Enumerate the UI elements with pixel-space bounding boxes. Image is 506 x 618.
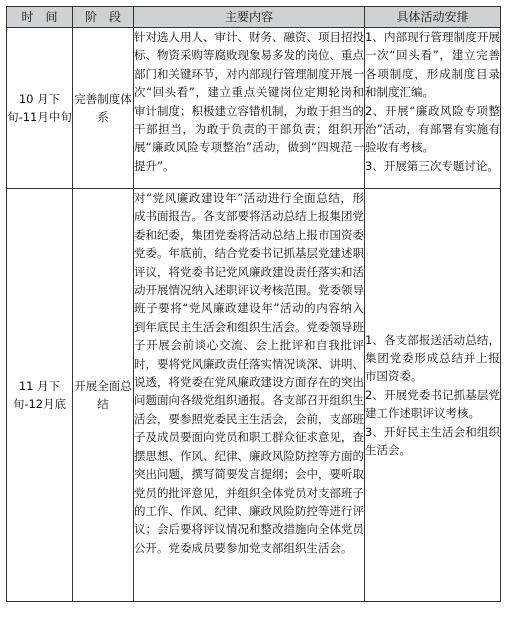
table-row: [7, 189, 501, 602]
activity-item: 2、开展党委书记抓基层党建工作述职评议考核。: [365, 387, 500, 421]
activity-item: 3、开展第三次专题讨论。: [365, 158, 499, 173]
activity-item: 2、开展“廉政风险专项整治”活动，有部署有实施有验收有考核。: [365, 103, 500, 155]
row-time: 10 月下旬-11月中旬: [7, 28, 73, 189]
header-content: 主要内容: [134, 7, 365, 28]
row-time: 11 月下旬-12月底: [7, 189, 73, 602]
row-content: 针对选人用人、审计、财务、融资、项目招投标、物资采购等腐败现象易多发的岗位、重点部门和关键环节，对内部现行管理制度开展一次“回头看”，建立重点关键岗位定期轮岗和审计制度；积极建立容错机制，为敢于担当的干部担当，为敢于负责的干部负责；组织开展“廉政风险专项整治”活动，做到“四规范一提升”。: [134, 28, 365, 189]
header-stage: 阶 段: [73, 7, 134, 28]
schedule-table: [6, 6, 501, 602]
row-activities: [365, 28, 501, 189]
row-content: 对“党风廉政建设年”活动进行全面总结，形成书面报告。各支部要将活动总结上报集团党委和纪委，集团党委将活动总结上报市国资委党委。年底前，结合党委书记抓基层党建述职评议，将党委书记党风廉政建设责任落实和活动开展情况纳入述职评议考核范围。党委领导班子要将“党风廉政建设年”活动的内容纳入到年底民主生活会和组织生活会。党委领导班子开展会前谈心交流、会上批评和自我批评时，要将党风廉政责任落实情况谈深、讲明、说透，将党委在党风廉政建设方面存在的突出问题面向各级党组织通报。各支部召开组织生活会，要参照党委民主生活会，会前，支部班子及成员要面向党员和职工群众征求意见，查摆思想、作风、纪律、廉政风险防控等方面的突出问题，撰写简要发言提纲；会中，要听取党员的批评意见，并组织全体党员对支部班子的工作、作风、纪律、廉政风险防控等进行评议；会后要将评议情况和整改措施向全体党员公开。党委成员要参加党支部组织生活会。: [134, 189, 365, 602]
header-row: [7, 7, 501, 28]
row-stage: 开展全面总结: [73, 189, 134, 602]
activity-item: 1、各支部报送活动总结，集团党委形成总结并上报市国资委。: [365, 332, 500, 384]
row-stage: 完善制度体系: [73, 28, 134, 189]
row-activities: [365, 189, 501, 602]
table-row: [7, 28, 501, 189]
header-activities: 具体活动安排: [365, 7, 501, 28]
activity-item: 3、开好民主生活会和组织生活会。: [365, 424, 500, 458]
activity-item: 1、内部现行管理制度开展一次“回头看”，建立完善各项制度，形成制度目录和制度汇编。: [365, 30, 500, 100]
header-time: 时 间: [7, 7, 73, 28]
